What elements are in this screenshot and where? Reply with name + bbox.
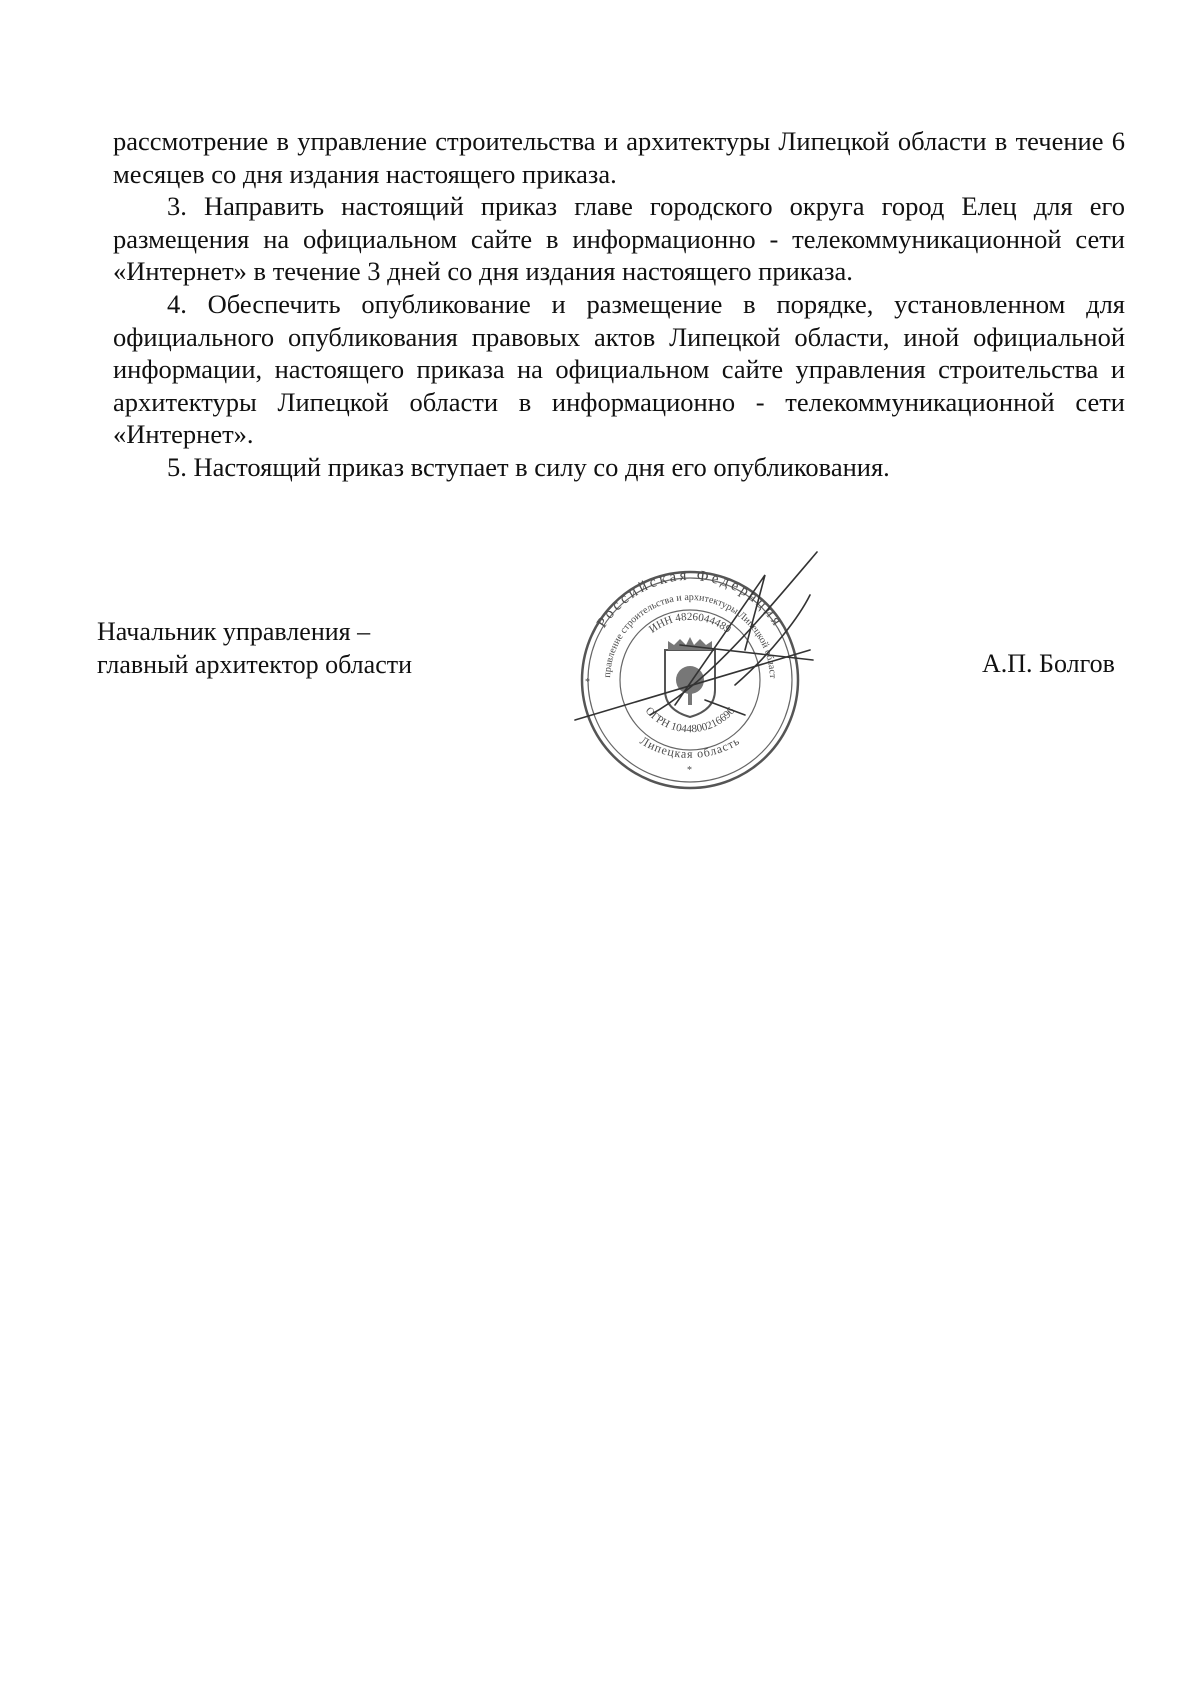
seal-middle-text: Управление строительства и архитектуры Липецкой области: [551, 547, 779, 679]
seal-star-left: *: [585, 677, 590, 688]
coat-of-arms-icon: [665, 637, 715, 717]
paragraph-item-3: 3. Направить настоящий приказ главе городского округа город Елец для его размещения на официальном сайте в информационно - телекоммуникационной сети «Интернет» в течение 3 дней со дня издания настоящего приказа.: [113, 191, 1125, 287]
paragraph-item-5: 5. Настоящий приказ вступает в силу со дня его опубликования.: [167, 451, 890, 482]
position-line-2: главный архитектор области: [97, 650, 413, 679]
document-body: [113, 125, 1125, 484]
seal-and-signature-graphic: [551, 547, 915, 805]
paragraph-item-4: 4. Обеспечить опубликование и размещение в порядке, установленном для официального опубликования правовых актов Липецкой области, иной официальной информации, настоящего приказа на официальном сайте управления строительства и архитектуры Липецкой области в информационно - телекоммуникационной сети «Интернет».: [113, 288, 1125, 450]
position-line-1: Начальник управления –: [97, 617, 371, 646]
official-seal: [551, 547, 915, 805]
seal-bottom-text: Липецкая область: [637, 733, 743, 761]
seal-outer-text: Российская Федерация: [594, 567, 786, 631]
paragraph-continuation: рассмотрение в управление строительства и архитектуры Липецкой области в течение 6 месяцев со дня издания настоящего приказа.: [113, 126, 1125, 189]
signatory-position: [97, 615, 412, 681]
signatory-name: А.П. Болгов: [982, 649, 1115, 678]
seal-ogrn-text: ОГРН 1044800216696: [642, 704, 738, 736]
seal-inn-text: ИНН 4826044489: [646, 610, 734, 636]
seal-star-bottom: *: [687, 765, 692, 776]
